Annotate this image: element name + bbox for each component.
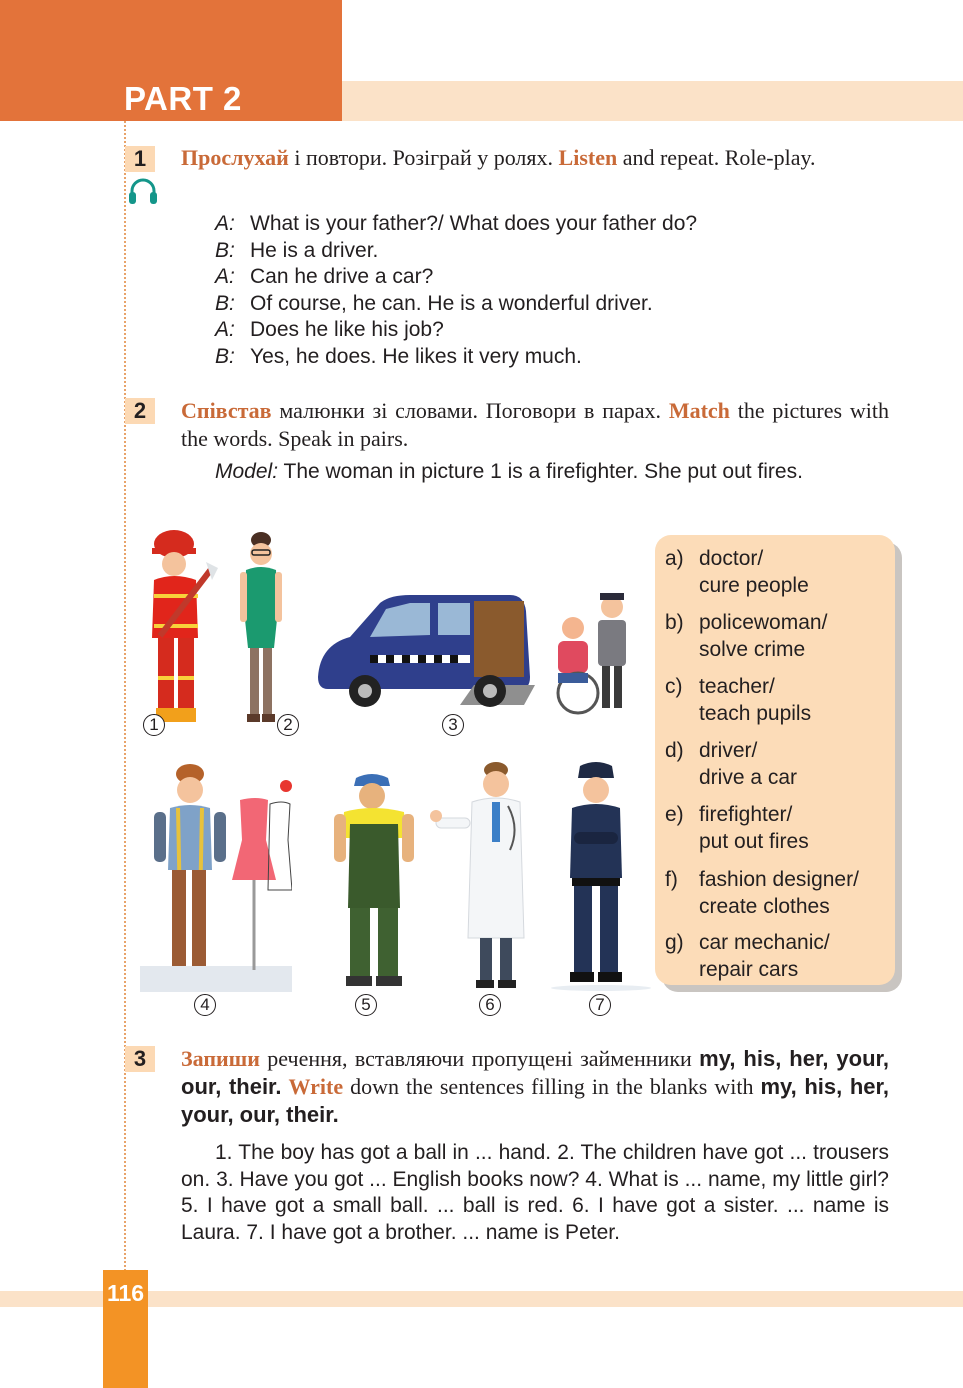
dialog-text: He is a driver.	[250, 238, 379, 262]
exercise-3-instruction	[181, 1045, 889, 1129]
instr-text: і повтори. Розіграй у ролях.	[288, 145, 559, 170]
instr-highlight: Запиши	[181, 1046, 260, 1071]
option-item	[665, 546, 809, 599]
option-line1: car mechanic/	[699, 931, 830, 954]
picture-number: 1	[143, 714, 165, 736]
dialog-text: Can he drive a car?	[250, 265, 434, 288]
option-item	[665, 867, 859, 920]
speaker: B:	[215, 344, 235, 368]
picture-number: 4	[194, 994, 216, 1016]
instr-highlight: Listen	[558, 145, 618, 170]
taxi-illustration	[310, 585, 640, 720]
speaker: B:	[215, 291, 235, 315]
option-line1: driver/	[699, 739, 758, 762]
speaker: A:	[215, 212, 235, 235]
option-line1: teacher/	[699, 675, 775, 698]
instr-highlight: Match	[668, 398, 730, 423]
model-text: The woman in picture 1 is a firefighter. She put out fires.	[278, 460, 803, 483]
dialog-line	[215, 317, 697, 344]
pronoun-list: my, his, her, your, our, their.	[181, 1046, 889, 1099]
option-letter: a)	[665, 547, 684, 570]
model-sentence	[181, 459, 889, 486]
margin-dotted-line	[124, 121, 126, 1291]
speaker: A:	[215, 318, 235, 341]
dialog-text: Of course, he can. He is a wonderful driver.	[250, 291, 653, 315]
picture-number: 6	[479, 994, 501, 1016]
option-line2: drive a car	[699, 765, 798, 789]
dialog-text: What is your father?/ What does your father do?	[250, 212, 698, 235]
option-item	[665, 802, 809, 855]
instr-highlight: Прослухай	[181, 145, 289, 170]
dialog-line	[215, 264, 697, 291]
exercise-2-instruction	[181, 397, 889, 453]
option-letter: b)	[665, 611, 684, 634]
part-title: PART 2	[124, 80, 242, 117]
instr-text: down the sentences filling in the blanks with	[343, 1074, 761, 1099]
dialog-line	[215, 238, 697, 265]
option-line2: repair cars	[699, 957, 799, 981]
dialog-text: Does he like his job?	[250, 318, 444, 341]
exercise-3-number: 3	[125, 1046, 155, 1072]
option-item	[665, 738, 797, 791]
option-item	[665, 674, 811, 727]
option-letter: c)	[665, 675, 683, 698]
firefighter-illustration	[140, 528, 222, 730]
picture-number: 7	[589, 994, 611, 1016]
instr-highlight: Співстав	[181, 398, 272, 423]
dialog-line	[215, 291, 697, 318]
doctor-illustration	[428, 758, 548, 992]
model-label: Model:	[215, 460, 279, 483]
option-line1: firefighter/	[699, 803, 793, 826]
option-line2: put out fires	[699, 829, 809, 853]
instr-text: and repeat. Role-play.	[617, 145, 816, 170]
exercise-1-instruction	[181, 144, 889, 172]
option-line2: teach pupils	[699, 701, 812, 725]
picture-number: 2	[277, 714, 299, 736]
option-line1: doctor/	[699, 547, 764, 570]
dialog-line	[215, 211, 697, 238]
option-line2: create clothes	[699, 894, 830, 918]
teacher-illustration	[230, 528, 292, 730]
header-strip	[342, 81, 963, 121]
headphones-icon[interactable]	[127, 176, 159, 206]
option-line1: policewoman/	[699, 611, 828, 634]
option-line1: fashion designer/	[699, 868, 859, 891]
policewoman-illustration	[546, 758, 656, 992]
option-item	[665, 930, 830, 983]
fashion-designer-illustration	[140, 760, 292, 992]
dialog-text: Yes, he does. He likes it very much.	[250, 344, 582, 368]
exercise-1-number: 1	[125, 146, 155, 172]
exercise-3-sentences: 1. The boy has got a ball in ... hand. 2. The children have got ... trousers on. 3. Have you got ... English books now? 4. What is ... name, my little girl? 5. I have got a small ball. ... ball is red. 6. I have got a sister. ... name is Laura. 7. I have got a brother. ... name is Peter.	[181, 1141, 889, 1244]
picture-number: 5	[355, 994, 377, 1016]
option-letter: g)	[665, 931, 684, 954]
car-mechanic-illustration	[326, 768, 424, 992]
option-line2: solve crime	[699, 637, 806, 661]
page-number: 116	[106, 1280, 145, 1306]
instr-text	[282, 1074, 289, 1099]
exercise-2-number: 2	[125, 398, 155, 424]
picture-number: 3	[442, 714, 464, 736]
instr-text: the pictures with the words. Speak in pairs.	[181, 398, 890, 451]
pronoun-list: my, his, her, your, our, their.	[181, 1074, 889, 1127]
speaker: B:	[215, 238, 235, 262]
instr-text: речення, вставляючи пропущені займенники	[259, 1046, 700, 1071]
option-letter: e)	[665, 803, 684, 826]
option-item	[665, 610, 827, 663]
instr-text: малюнки зі словами. Поговори в парах.	[271, 398, 669, 423]
option-letter: f)	[665, 868, 678, 891]
option-letter: d)	[665, 739, 684, 762]
dialog	[215, 211, 697, 370]
dialog-line	[215, 344, 697, 371]
instr-highlight: Write	[288, 1074, 344, 1099]
option-line2: cure people	[699, 573, 809, 597]
speaker: A:	[215, 265, 235, 288]
